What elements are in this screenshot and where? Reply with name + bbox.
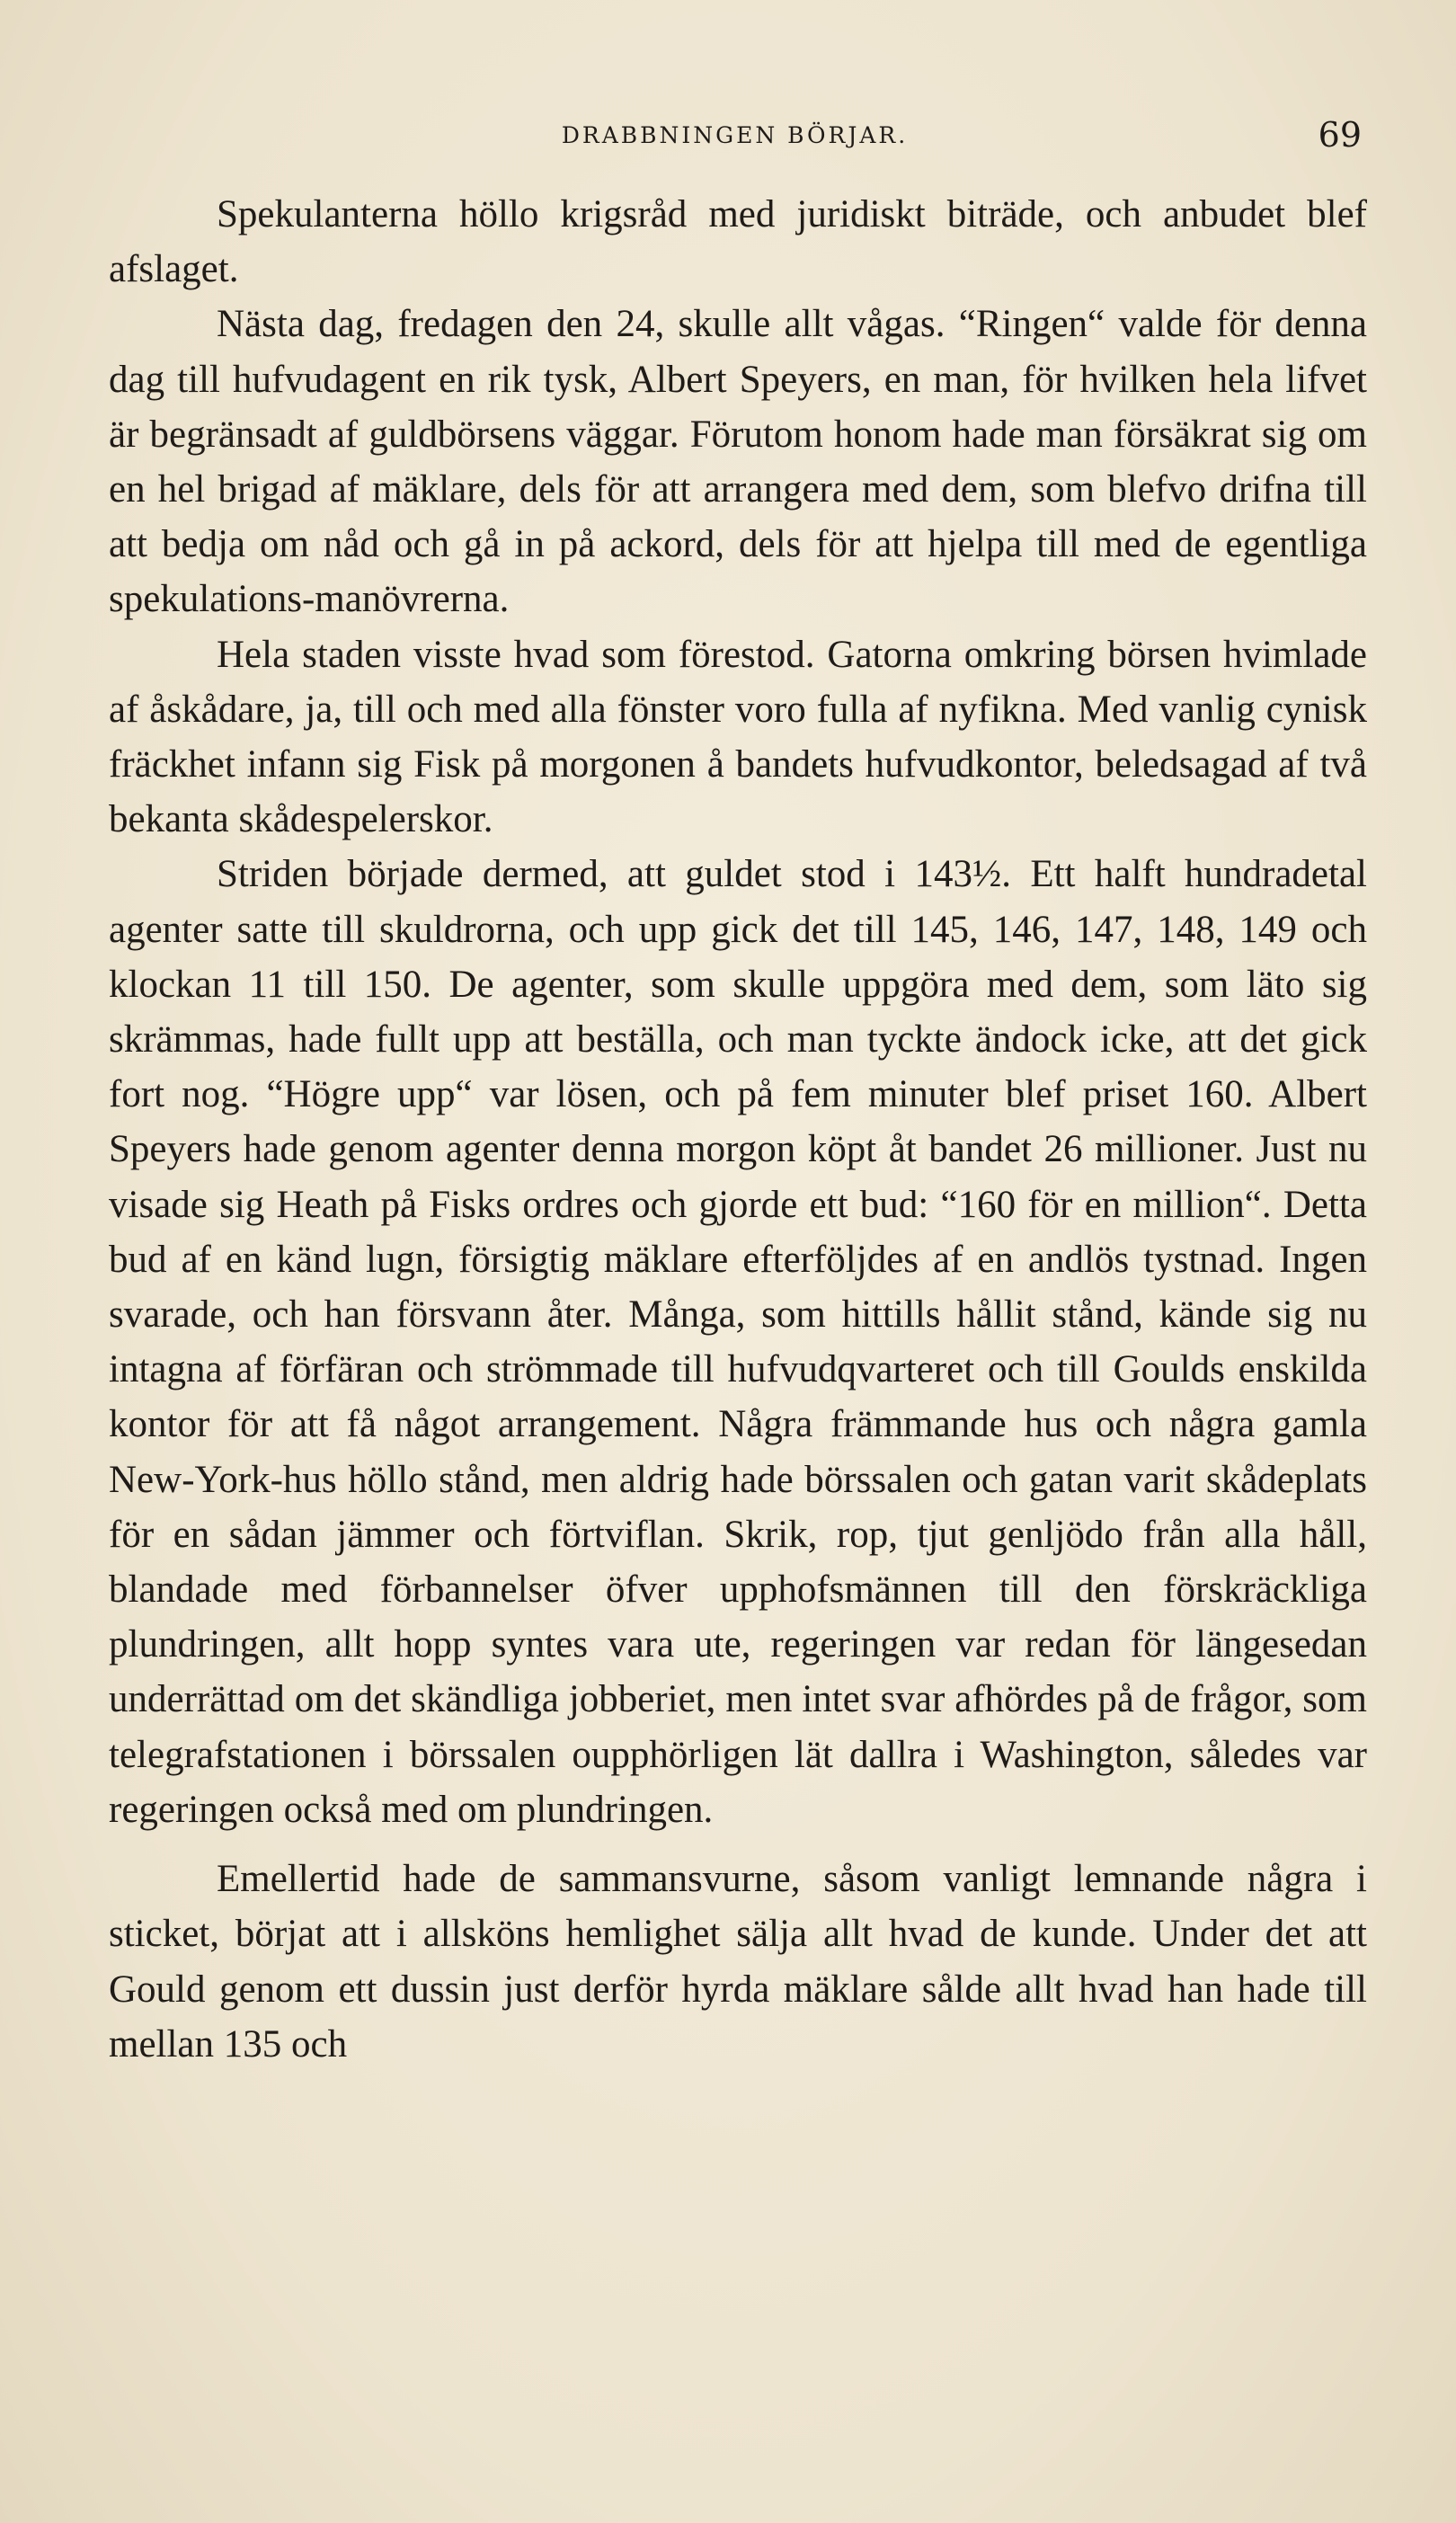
paragraph: Emellertid hade de sammansvurne, såsom vanligt lemnande några i sticket, börjat att i allsköns hemlighet sälja allt hvad de kunde. Under det att Gould genom ett dussin just derför hyrda mäklare sålde allt hvad han hade till mellan 135 och — [109, 1858, 1367, 2065]
page-header — [108, 115, 1362, 160]
paragraph: Nästa dag, fredagen den 24, skulle allt vågas. “Ringen“ valde för denna dag till hufvudagent en rik tysk, Albert Speyers, en man, för hvilken hela lifvet är begränsadt af guldbörsens väggar. Förutom honom hade man försäkrat sig om en hel brigad af mäklare, dels för att arrangera med dem, som blefvo drifna till att bedja om nåd och gå in på ackord, dels för att hjelpa till med de egentliga spekulations-manövrerna. — [109, 303, 1367, 621]
paragraph: Striden började dermed, att guldet stod i 143½. Ett halft hundradetal agenter satte till skuldrorna, och upp gick det till 145, 146, 147, 148, 149 och klockan 11 till 150. De agenter, som skulle uppgöra med dem, som läto sig skrämmas, hade fullt upp att beställa, och man tyckte ändock icke, att det gick fort nog. “Högre upp“ var lösen, och på fem minuter blef priset 160. Albert Speyers hade genom agenter denna morgon köpt åt bandet 26 millioner. Just nu visade sig Heath på Fisks ordres och gjorde ett bud: “160 för en million“. Detta bud af en känd lugn, försigtig mäklare efterföljdes af en andlös tystnad. Ingen svarade, och han försvann åter. Många, som hittills hållit stånd, kände sig nu intagna af förfäran och strömmade till hufvudqvarteret och till Goulds enskilda kontor för att få något arrangement. Några främmande hus och några gamla New-York-hus höllo stånd, men aldrig hade börssalen och gatan varit skådeplats för en sådan jämmer och förtviflan. Skrik, rop, tjut genljödo från alla håll, blandade med förbannelser öfver upphofsmännen till den förskräckliga plundringen, allt hopp syntes vara ute, regeringen var redan för längesedan underrättad om det skändliga jobberiet, men intet svar afhördes på de frågor, som telegrafstationen i börssalen oupphörligen lät dallra i Washington, således var regeringen också med om plundringen. — [109, 853, 1367, 1831]
body-text — [109, 187, 1367, 2072]
page-number: 69 — [1318, 115, 1362, 155]
running-title: DRABBNINGEN BÖRJAR. — [561, 122, 909, 148]
paragraph: Hela staden visste hvad som förestod. Gatorna omkring börsen hvimlade af åskådare, ja, till och med alla fönster voro fulla af nyfikna. Med vanlig cynisk fräckhet infann sig Fisk på morgonen å bandets hufvudkontor, beledsagad af två bekanta skådespelerskor. — [109, 633, 1367, 841]
paragraph: Spekulanterna höllo krigsråd med juridiskt biträde, och anbudet blef afslaget. — [109, 193, 1367, 291]
